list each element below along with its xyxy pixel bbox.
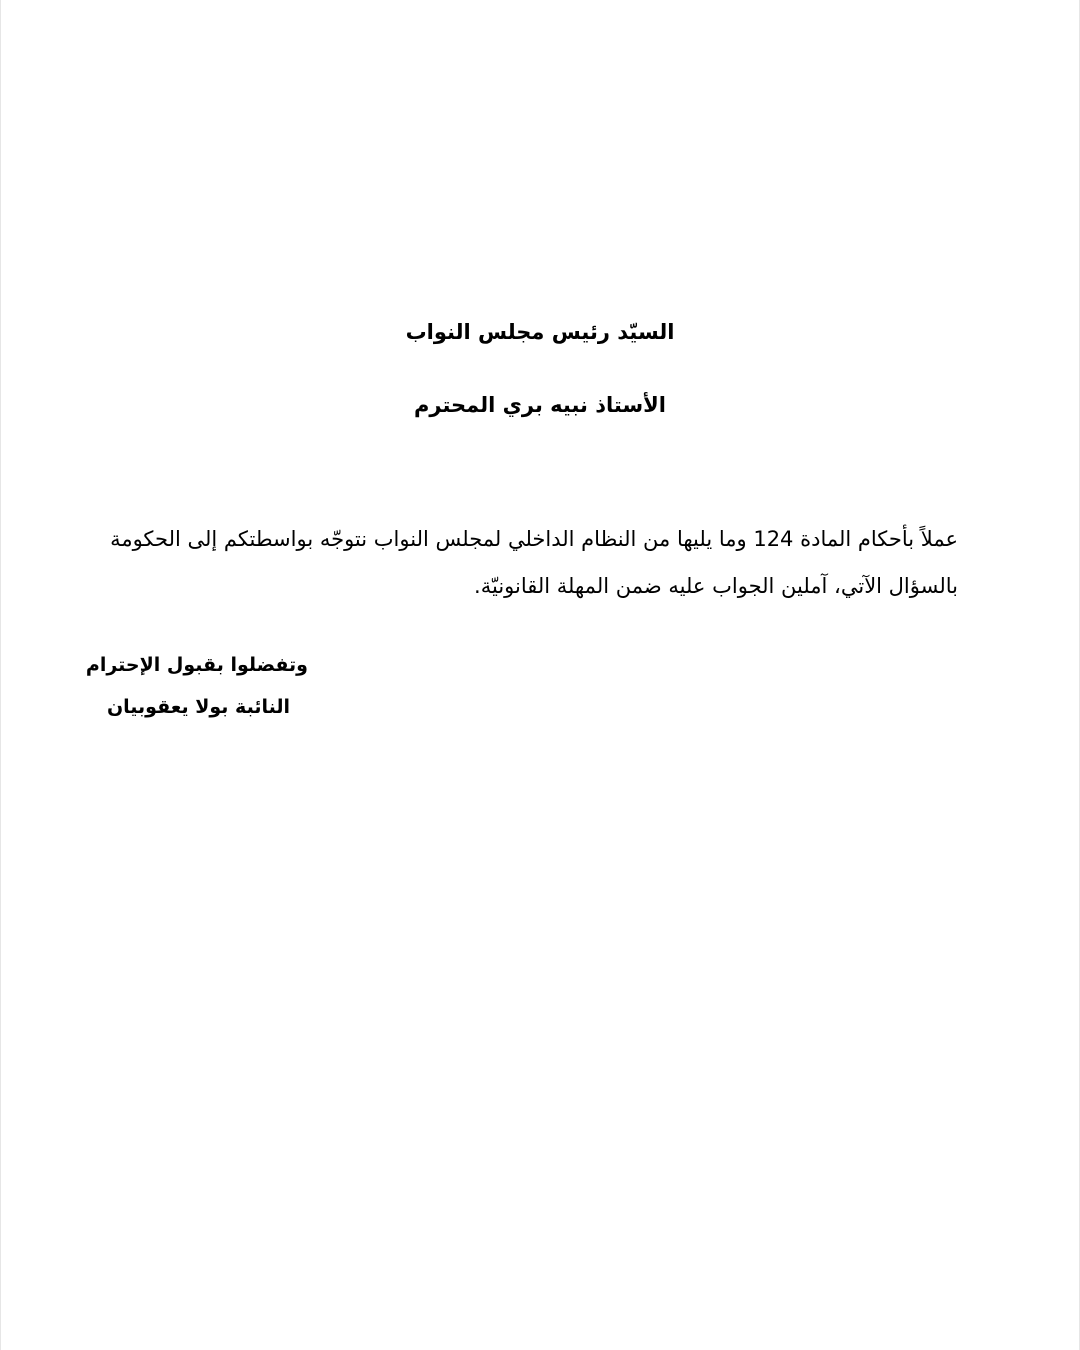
signature-line: النائبة بولا يعقوبيان	[106, 696, 290, 718]
closing-phrase: وتفضلوا بقبول الإحترام	[85, 654, 308, 676]
recipient-line: الأستاذ نبيه بري المحترم	[414, 393, 666, 417]
page-left-border	[0, 0, 1, 1350]
body-paragraph-line-1: عملاً بأحكام المادة 124 وما يليها من النظام الداخلي لمجلس النواب نتوجّه بواسطتكم إلى الحكومة	[110, 527, 958, 551]
addressee-line: السيّد رئيس مجلس النواب	[405, 320, 675, 344]
body-paragraph-line-2: بالسؤال الآتي، آملين الجواب عليه ضمن المهلة القانونيّة.	[474, 574, 958, 598]
